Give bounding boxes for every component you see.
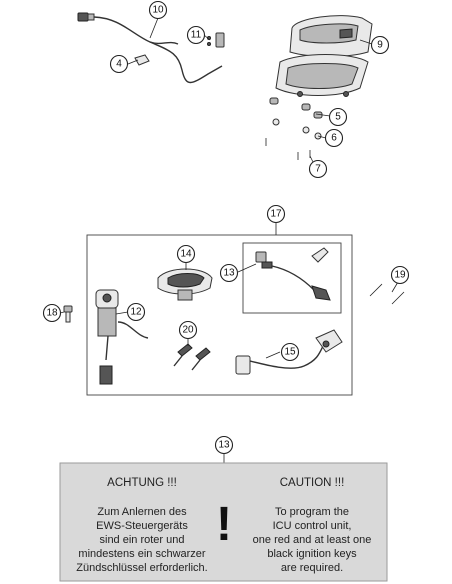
callout-7: [310, 161, 327, 178]
tank-cap-part-14: [158, 269, 212, 300]
ignition-keys-part-20: [174, 344, 210, 370]
svg-text:mindestens ein schwarzer: mindestens ein schwarzer: [78, 548, 206, 560]
svg-text:ICU control unit,: ICU control unit,: [272, 520, 352, 532]
svg-text:18: 18: [46, 307, 58, 319]
callout-18: [44, 305, 61, 322]
callout-15: [282, 344, 299, 361]
warning-exclamation-icon: !: [216, 498, 232, 551]
svg-text:19: 19: [394, 269, 406, 281]
svg-text:20: 20: [182, 324, 194, 336]
svg-text:To program the: To program the: [275, 506, 349, 518]
notice-title-de: ACHTUNG !!!: [107, 477, 177, 489]
callout-10: [150, 2, 167, 19]
svg-text:15: 15: [284, 346, 296, 358]
rubber-grommets-part-5: [270, 98, 322, 118]
notice-box: [60, 463, 387, 581]
callout-6: [326, 130, 343, 147]
svg-text:9: 9: [377, 39, 383, 51]
svg-text:Zündschlüssel erforderlich.: Zündschlüssel erforderlich.: [76, 562, 208, 574]
svg-text:12: 12: [130, 306, 142, 318]
callout-13-kit: [221, 265, 238, 282]
svg-text:sind ein roter und: sind ein roter und: [99, 534, 185, 546]
callout-14: [178, 246, 195, 263]
callout-19: [392, 267, 409, 284]
callout-4: [111, 56, 128, 73]
bushings-part-6: [273, 119, 321, 139]
screws-part-7: [266, 138, 310, 160]
instrument-cluster: [290, 16, 372, 57]
wiring-harness: [78, 13, 222, 83]
svg-text:14: 14: [180, 248, 192, 260]
svg-text:one red and at least one: one red and at least one: [252, 534, 372, 546]
callout-9: [372, 37, 389, 54]
callout-13-notice: [216, 437, 233, 454]
callout-5: [330, 109, 347, 126]
svg-text:13: 13: [223, 267, 235, 279]
svg-text:5: 5: [335, 111, 341, 123]
svg-text:6: 6: [331, 132, 337, 144]
callout-17: [268, 206, 285, 223]
svg-text:11: 11: [190, 29, 202, 41]
callout-11: [188, 27, 205, 44]
callout-12: [128, 304, 145, 321]
svg-text:13: 13: [218, 439, 230, 451]
kit-frame: [87, 235, 352, 395]
bolts-part-19: [370, 284, 404, 304]
notice-title-en: CAUTION !!!: [279, 477, 345, 489]
svg-text:17: 17: [270, 208, 282, 220]
svg-text:are required.: are required.: [280, 562, 344, 574]
svg-text:10: 10: [152, 4, 164, 16]
callout-20: [180, 322, 197, 339]
svg-text:Zum Anlernen des: Zum Anlernen des: [97, 506, 187, 518]
cluster-housing: [276, 55, 368, 97]
svg-text:black ignition keys: black ignition keys: [267, 548, 357, 560]
antenna-harness-part-13: [256, 248, 330, 300]
svg-text:4: 4: [116, 58, 122, 70]
svg-text:EWS-Steuergeräts: EWS-Steuergeräts: [96, 520, 188, 532]
svg-text:7: 7: [315, 163, 321, 175]
bolt-part-18: [64, 306, 72, 322]
